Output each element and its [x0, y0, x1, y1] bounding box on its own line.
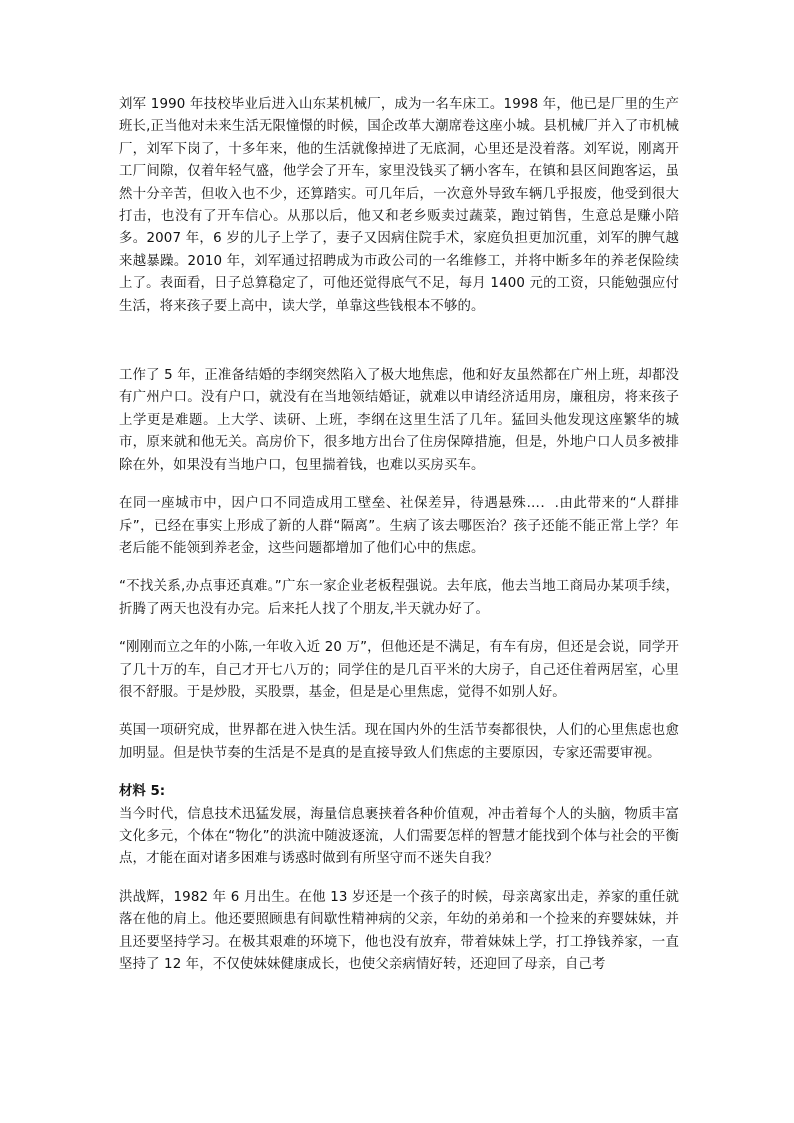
spacer — [119, 704, 679, 720]
spacer — [119, 621, 679, 637]
spacer — [119, 349, 679, 365]
paragraph-city-segregation: 在同一座城市中，因户口不同造成用工壁垒、社保差异，待遇悬殊…．.由此带来的“人群排斥”，已经在事实上形成了新的人群“隔离”。生病了该去哪医治？孩子还能不能正常上学？年老后能不能领到养老金，这些问题都增加了他们心中的焦虑。 — [119, 496, 679, 556]
spacer — [119, 318, 679, 349]
spacer — [119, 477, 679, 493]
spacer — [119, 765, 679, 781]
paragraph-liu-jun: 刘军 1990 年技校毕业后进入山东某机械厂，成为一名车床工。1998 年，他已是厂里的生产班长,正当他对未来生活无限憧憬的时候，国企改革大潮席卷这座小城。县机械厂并入了市机械厂，刘军下岗了，十多年来，他的生活就像掉进了无底洞，心里还是没着落。刘军说，刚离开工厂间隙，仅着年轻气盛，他学会了开车，家里没钱买了辆小客车，在镇和县区间跑客运，虽然十分辛苦，但收入也不少，还算踏实。可几年后，一次意外导致车辆几乎报废，他受到很大打击，也没有了开车信心。从那以后，他又和老乡贩卖过蔬菜，跑过销售，生意总是赚小陪多。2007 年，6 岁的儿子上学了，妻子又因病住院手术，家庭负担更加沉重，刘军的脾气越来越暴躁。2010 年，刘军通过招聘成为市政公司的一名维修工，并将中断多年的养老保险续上了。表面看，日子总算稳定了，可他还觉得底气不足，每月 1400 元的工资，只能勉强应付生活，将来孩子要上高中，读大学，单靠这些钱根本不够的。 — [119, 97, 679, 314]
material-5-heading: 材料 5: — [119, 784, 166, 800]
spacer — [119, 871, 679, 887]
document-body — [119, 94, 679, 976]
paragraph-cheng-qiang: “不找关系,办点事还真难。”广东一家企业老板程强说。去年底，他去当地工商局办某项手续，折腾了两天也没有办完。后来托人找了个朋友,半天就办好了。 — [119, 579, 679, 617]
paragraph-xiao-chen: “刚刚而立之年的小陈,一年收入近 20 万”，但他还是不满足，有车有房，但还是会说，同学开了几十万的车，自己才开七八万的；同学住的是几百平米的大房子，自己还住着两居室，心里很不舒服。于是炒股，买股票，基金，但是是心里焦虑，觉得不如别人好。 — [119, 640, 679, 700]
spacer — [119, 560, 679, 576]
paragraph-li-gang: 工作了 5 年，正准备结婚的李纲突然陷入了极大地焦虑，他和好友虽然都在广州上班，却都没有广州户口。没有户口，就没有在当地领结婚证，就难以申请经济适用房，廉租房，将来孩子上学更是难题。上大学、读研、上班，李纲在这里生活了几年。猛回头他发现这座繁华的城市，原来就和他无关。高房价下，很多地方出台了住房保障措施，但是，外地户口人员多被排除在外，如果没有当地户口，包里揣着钱，也难以买房买车。 — [119, 368, 679, 473]
paragraph-hong-zhanhui: 洪战辉，1982 年 6 月出生。在他 13 岁还是一个孩子的时候，母亲离家出走，养家的重任就落在他的肩上。他还要照顾患有间歇性精神病的父亲，年幼的弟弟和一个捡来的弃婴妹妹，并且还要坚持学习。在极其艰难的环境下，他也没有放弃，带着妹妹上学，打工挣钱养家，一直坚持了 12 年，不仅使妹妹健康成长，也使父亲病情好转，还迎回了母亲，自己考 — [119, 889, 679, 972]
paragraph-material-5-intro: 当今时代，信息技术迅猛发展，海量信息裹挟着各种价值观，冲击着每个人的头脑，物质丰富文化多元，个体在“物化”的洪流中随波逐流，人们需要怎样的智慧才能找到个体与社会的平衡点，才能在面对诸多困难与诱惑时做到有所坚守而不迷失自我？ — [119, 806, 679, 867]
paragraph-uk-research: 英国一项研究成，世界都在进入快生活。现在国内外的生活节奏都很快，人们的心里焦虑也愈加明显。但是快节奏的生活是不是真的是直接导致人们焦虑的主要原因，专家还需要审视。 — [119, 723, 679, 761]
